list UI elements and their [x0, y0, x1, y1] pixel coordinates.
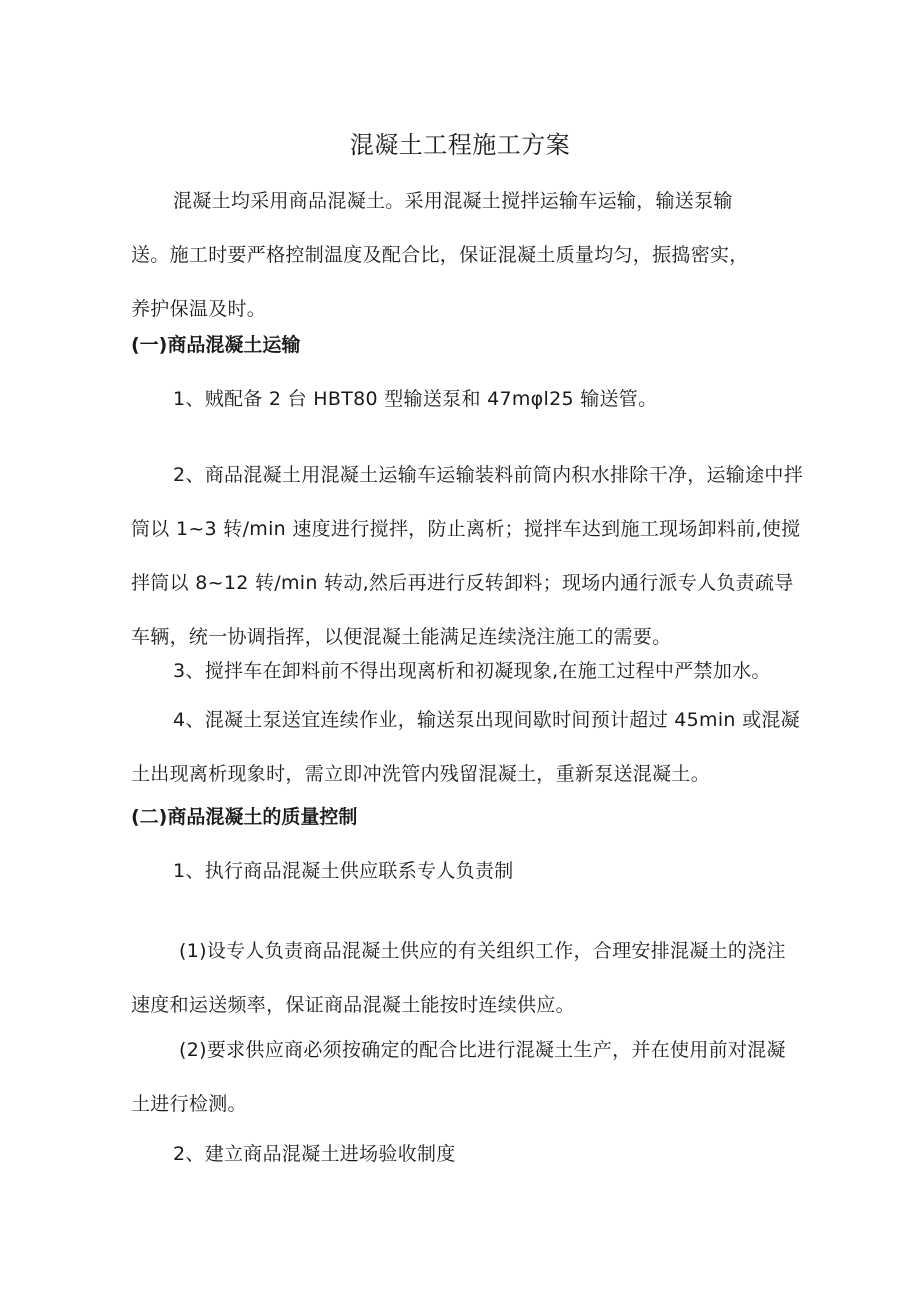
- transport-item-1: 1、贼配备 2 台 HBT80 型输送泵和 47mφl25 输送管。: [173, 388, 658, 410]
- quality-item-2: 2、建立商品混凝土进场验收制度: [173, 1143, 456, 1165]
- transport-item-3: 3、搅拌车在卸料前不得出现离析和初凝现象,在施工过程中严禁加水。: [173, 660, 771, 682]
- section-heading-quality: (二)商品混凝土的质量控制: [131, 806, 358, 828]
- quality-sub-item-1: (1)设专人负责商品混凝土供应的有关组织工作，合理安排混凝土的浇注速度和运送频率，保证商品混凝土能按时连续供应。: [131, 940, 786, 1016]
- document-title: 混凝土工程施工方案: [349, 131, 571, 159]
- quality-sub-item-2: (2)要求供应商必须按确定的配合比进行混凝土生产，并在使用前对混凝土进行检测。: [131, 1039, 786, 1115]
- transport-item-4: 4、混凝土泵送宜连续作业，输送泵出现间歇时间预计超过 45min 或混凝土出现离析现象时，需立即冲洗管内残留混凝土，重新泵送混凝土。: [131, 709, 800, 785]
- section-heading-transport: (一)商品混凝土运输: [131, 334, 301, 356]
- quality-item-1: 1、执行商品混凝土供应联系专人负责制: [173, 860, 514, 882]
- intro-paragraph: 混凝土均采用商品混凝土。采用混凝土搅拌运输车运输，输送泵输送。施工时要严格控制温度及配合比，保证混凝土质量均匀，振捣密实，养护保温及时。: [131, 190, 749, 320]
- transport-item-2: 2、商品混凝土用混凝土运输车运输装料前筒内积水排除干净，运输途中拌筒以 1~3 转/min 速度进行搅拌，防止离析；搅拌车达到施工现场卸料前,使搅拌筒以 8~12 转/min 转动,然后再进行反转卸料；现场内通行派专人负责疏导车辆，统一协调指挥，以便混凝土能满足连续浇注施工的需要。: [131, 464, 803, 648]
